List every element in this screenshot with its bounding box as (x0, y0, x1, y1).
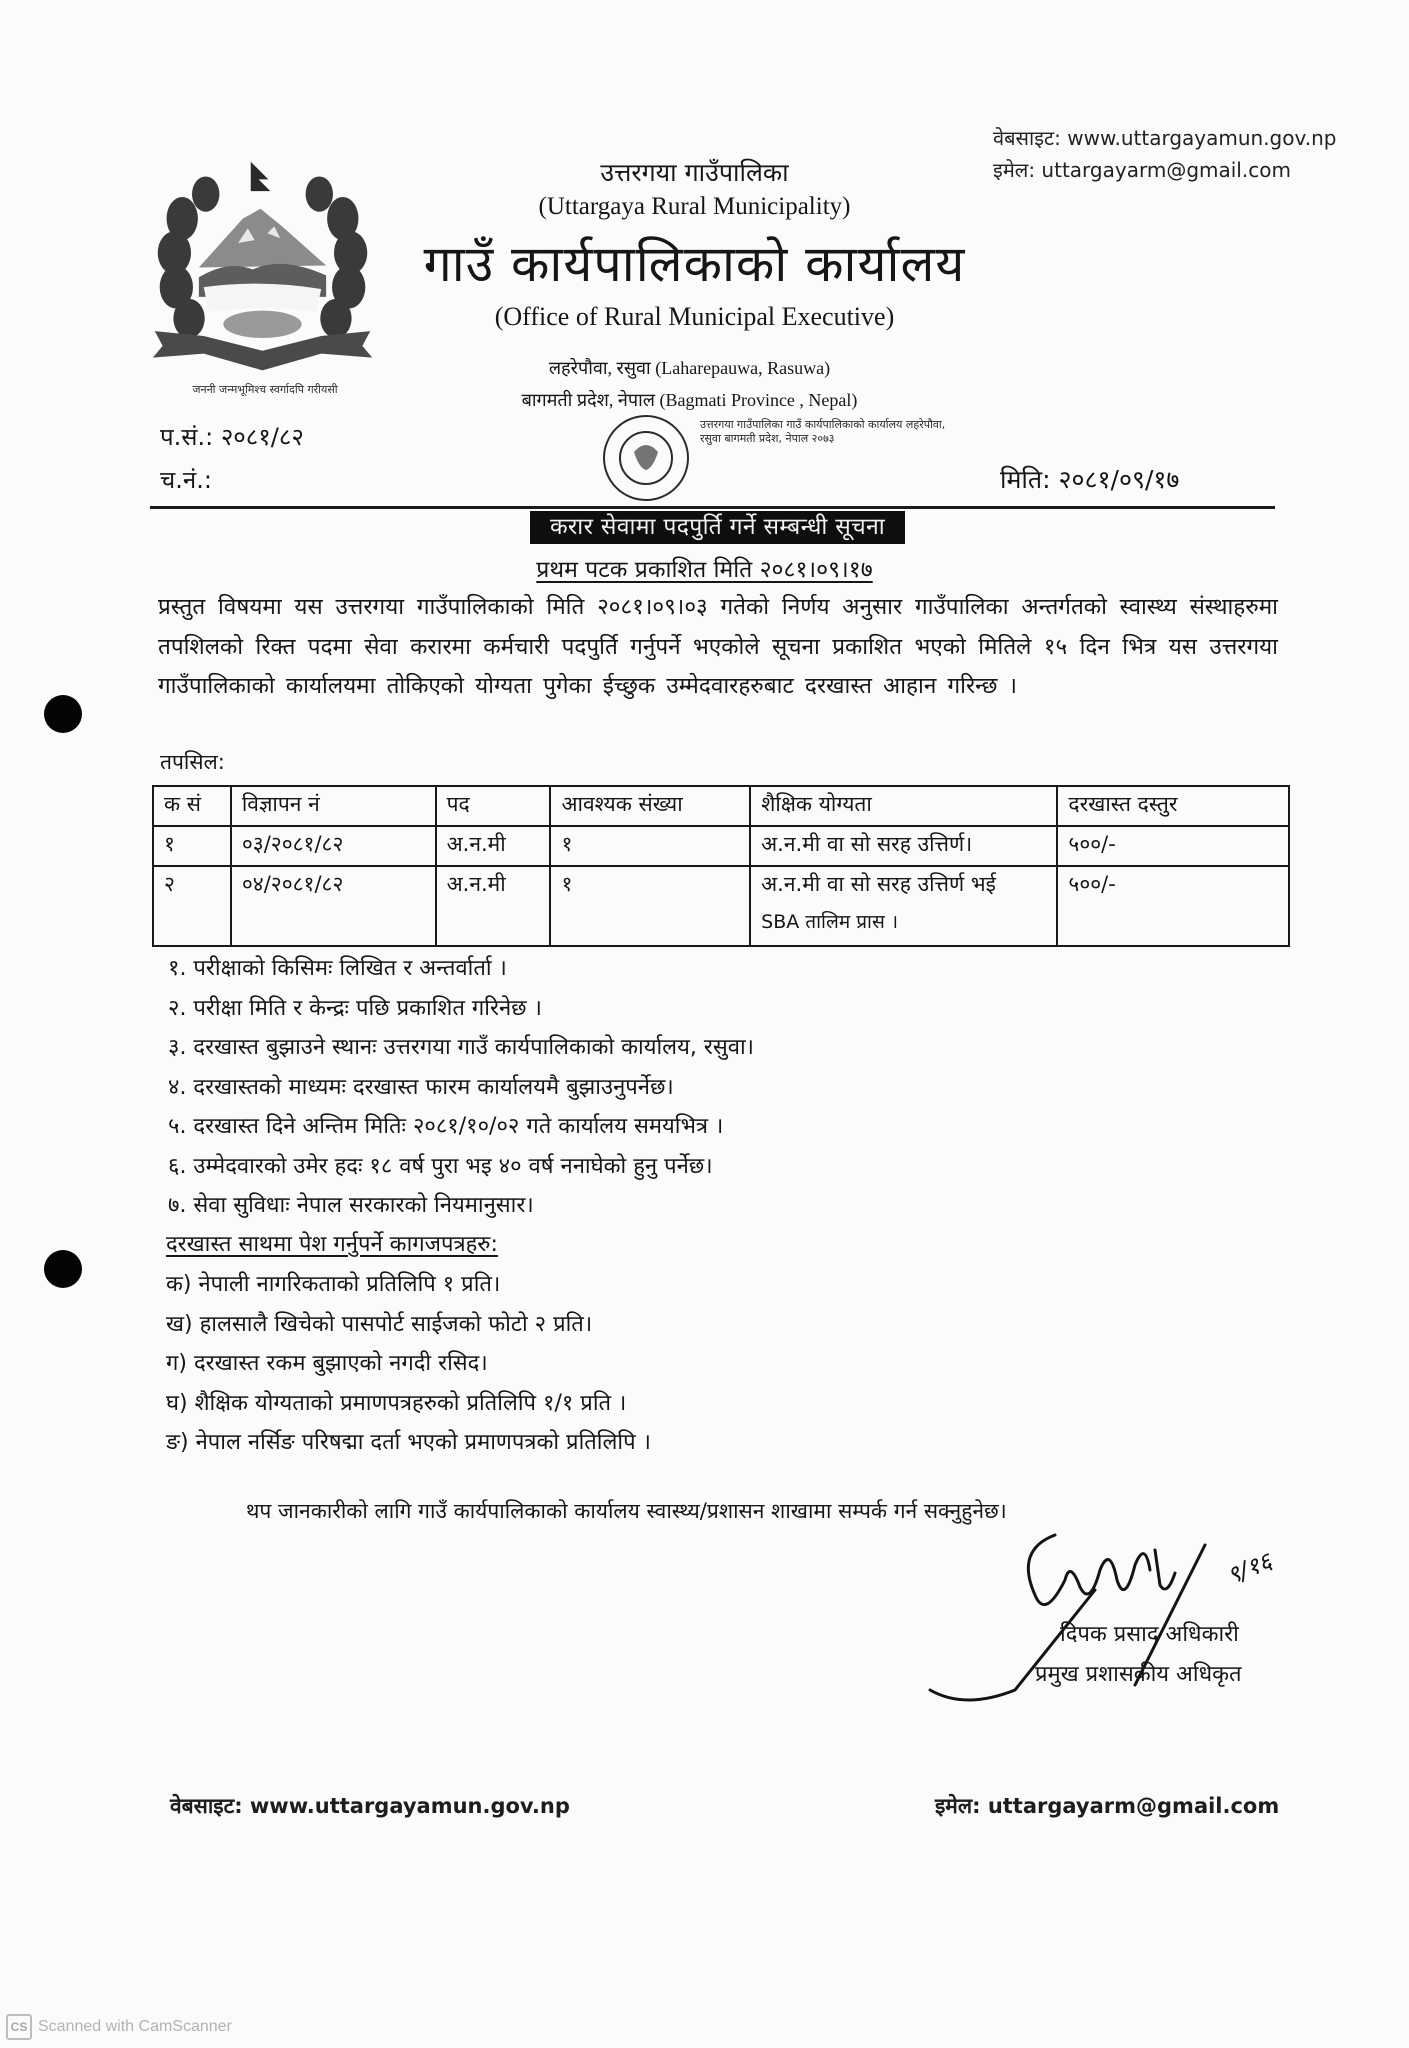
camscanner-watermark (6, 2014, 232, 2040)
header-website: वेबसाइट: www.uttargayamun.gov.np (993, 126, 1337, 150)
document-item: ङ) नेपाल नर्सिङ परिषद्मा दर्ता भएको प्रमाणपत्रको प्रतिलिपि । (166, 1430, 651, 1455)
notice-subtitle (0, 552, 1409, 584)
table-header-row (153, 786, 1289, 826)
office-title-np: गाउँ कार्यपालिकाको कार्यालय (423, 235, 966, 293)
office-seal-stamp (600, 412, 692, 504)
cell-post: अ.न.मी (436, 826, 551, 866)
cell-count: १ (550, 866, 750, 946)
cell-qualification: अ.न.मी वा सो सरह उत्तिर्ण। (750, 826, 1057, 866)
patra-sankhya: प.सं.: २०८१/८२ (160, 423, 304, 451)
condition-item: २. परीक्षा मिति र केन्द्रः पछि प्रकाशित गरिनेछ । (168, 995, 542, 1021)
punch-hole (44, 1250, 82, 1288)
document-item: ग) दरखास्त रकम बुझाएको नगदी रसिद। (166, 1351, 488, 1376)
office-seal-text: उत्तरगया गाउँपालिका गाउँ कार्यपालिकाको कार्यालय लहरेपौवा, रसुवा बागमती प्रदेश, नेपाल २०७३ (700, 418, 946, 445)
cell-ad-no: ०३/२०८१/८२ (231, 826, 436, 866)
signatory-name: दिपक प्रसाद अधिकारी (1060, 1622, 1239, 1647)
documents-list (166, 1265, 651, 1463)
cell-sn: १ (153, 826, 231, 866)
signatory-designation: प्रमुख प्रशासकीय अधिकृत (1035, 1662, 1242, 1687)
document-item: घ) शैक्षिक योग्यताको प्रमाणपत्रहरुको प्रतिलिपि १/१ प्रति । (166, 1390, 627, 1416)
municipality-name-np: उत्तरगया गाउँपालिका (600, 158, 789, 187)
cell-count: १ (550, 826, 750, 866)
header-fee: दरखास्त दस्तुर (1057, 786, 1289, 826)
document-item: ख) हालसालै खिचेको पासपोर्ट साईजको फोटो २ प्रति। (166, 1311, 593, 1337)
cell-sn: २ (153, 866, 231, 946)
tapasil-label: तपसिल: (160, 750, 225, 774)
notice-body: प्रस्तुत विषयमा यस उत्तरगया गाउँपालिकाको मिति २०८१।०९।०३ गतेको निर्णय अनुसार गाउँपालिका अन्तर्गतको स्वास्थ्य संस्थाहरुमा तपशिलको रिक्त पदमा सेवा करारमा कर्मचारी पदपुर्ति गर्नुपर्ने भएकोले सूचना प्रकाशित भएको मितिले १५ दिन भित्र यस उत्तरगया गाउँपालिकाको कार्यालयमा तोकिएको योग्यता पुगेका ईच्छुक उम्मेदवारहरुबाट दरखास्त आहान गरिन्छ । (158, 594, 1278, 699)
cell-qualification-line2: SBA तालिम प्रास । (761, 911, 899, 933)
municipality-name-en: (Uttargaya Rural Municipality) (538, 193, 851, 220)
header-qualification: शैक्षिक योग्यता (750, 786, 1057, 826)
header-divider (150, 506, 1275, 509)
condition-item: ७. सेवा सुविधाः नेपाल सरकारको नियमानुसार। (168, 1193, 534, 1218)
condition-item: ४. दरखास्तको माध्यमः दरखास्त फारम कार्यालयमै बुझाउनुपर्नेछ। (168, 1074, 674, 1100)
header-email: इमेल: uttargayarm@gmail.com (993, 158, 1291, 182)
notice-subtitle-text: प्रथम पटक प्रकाशित मिति २०८१।०९।१७ (536, 557, 873, 583)
punch-hole (44, 695, 82, 733)
closing-note: थप जानकारीको लागि गाउँ कार्यपालिकाको कार्यालय स्वास्थ्य/प्रशासन शाखामा सम्पर्क गर्न सक्नुहुनेछ। (246, 1499, 1007, 1523)
condition-item: १. परीक्षाको किसिमः लिखित र अन्तर्वार्ता । (168, 956, 507, 981)
conditions-list (168, 949, 754, 1226)
chalani-number: च.नं.: (160, 466, 212, 494)
cell-qualification-line1: अ.न.मी वा सो सरह उत्तिर्ण भई (761, 872, 996, 896)
address-line-2: बागमती प्रदेश, नेपाल (Bagmati Province , Nepal) (521, 390, 858, 410)
condition-item: ६. उम्मेदवारको उमेर हदः १८ वर्ष पुरा भइ ४० वर्ष ननाघेको हुनु पर्नेछ। (168, 1153, 713, 1179)
table-row (153, 826, 1289, 866)
notice-title: करार सेवामा पदपुर्ति गर्ने सम्बन्धी सूचना (530, 511, 905, 544)
condition-item: ३. दरखास्त बुझाउने स्थानः उत्तरगया गाउँ कार्यपालिकाको कार्यालय, रसुवा। (168, 1035, 754, 1060)
condition-item: ५. दरखास्त दिने अन्तिम मितिः २०८१/१०/०२ गते कार्यालय समयभित्र । (168, 1114, 724, 1139)
cell-post: अ.न.मी (436, 866, 551, 946)
header-count: आवश्यक संख्या (550, 786, 750, 826)
letter-date: मिति: २०८१/०९/१७ (1000, 465, 1180, 494)
footer-website: वेबसाइट: www.uttargayamun.gov.np (170, 1794, 570, 1818)
document-item: क) नेपाली नागरिकताको प्रतिलिपि १ प्रति। (166, 1272, 501, 1297)
footer-email: इमेल: uttargayarm@gmail.com (935, 1794, 1280, 1818)
cell-fee: ५००/- (1057, 826, 1289, 866)
address-line-1: लहरेपौवा, रसुवा (Laharepauwa, Rasuwa) (548, 358, 831, 378)
header-ad-no: विज्ञापन नं (231, 786, 436, 826)
signature-date: ९/१६ (1222, 1546, 1276, 1590)
header-post: पद (436, 786, 551, 826)
cell-qualification (750, 866, 1057, 946)
cell-fee: ५००/- (1057, 866, 1289, 946)
header-sn: क सं (153, 786, 231, 826)
cell-ad-no: ०४/२०८१/८२ (231, 866, 436, 946)
office-title-en: (Office of Rural Municipal Executive) (494, 302, 895, 331)
camscanner-text: Scanned with CamScanner (38, 2018, 232, 2035)
table-row (153, 866, 1289, 946)
camscanner-logo-icon: CS (6, 2014, 32, 2040)
documents-heading: दरखास्त साथमा पेश गर्नुपर्ने कागजपत्रहरु: (166, 1232, 498, 1257)
vacancy-table (152, 785, 1290, 947)
emblem-motto: जननी जन्मभूमिश्च स्वर्गादपि गरीयसी (192, 383, 338, 396)
